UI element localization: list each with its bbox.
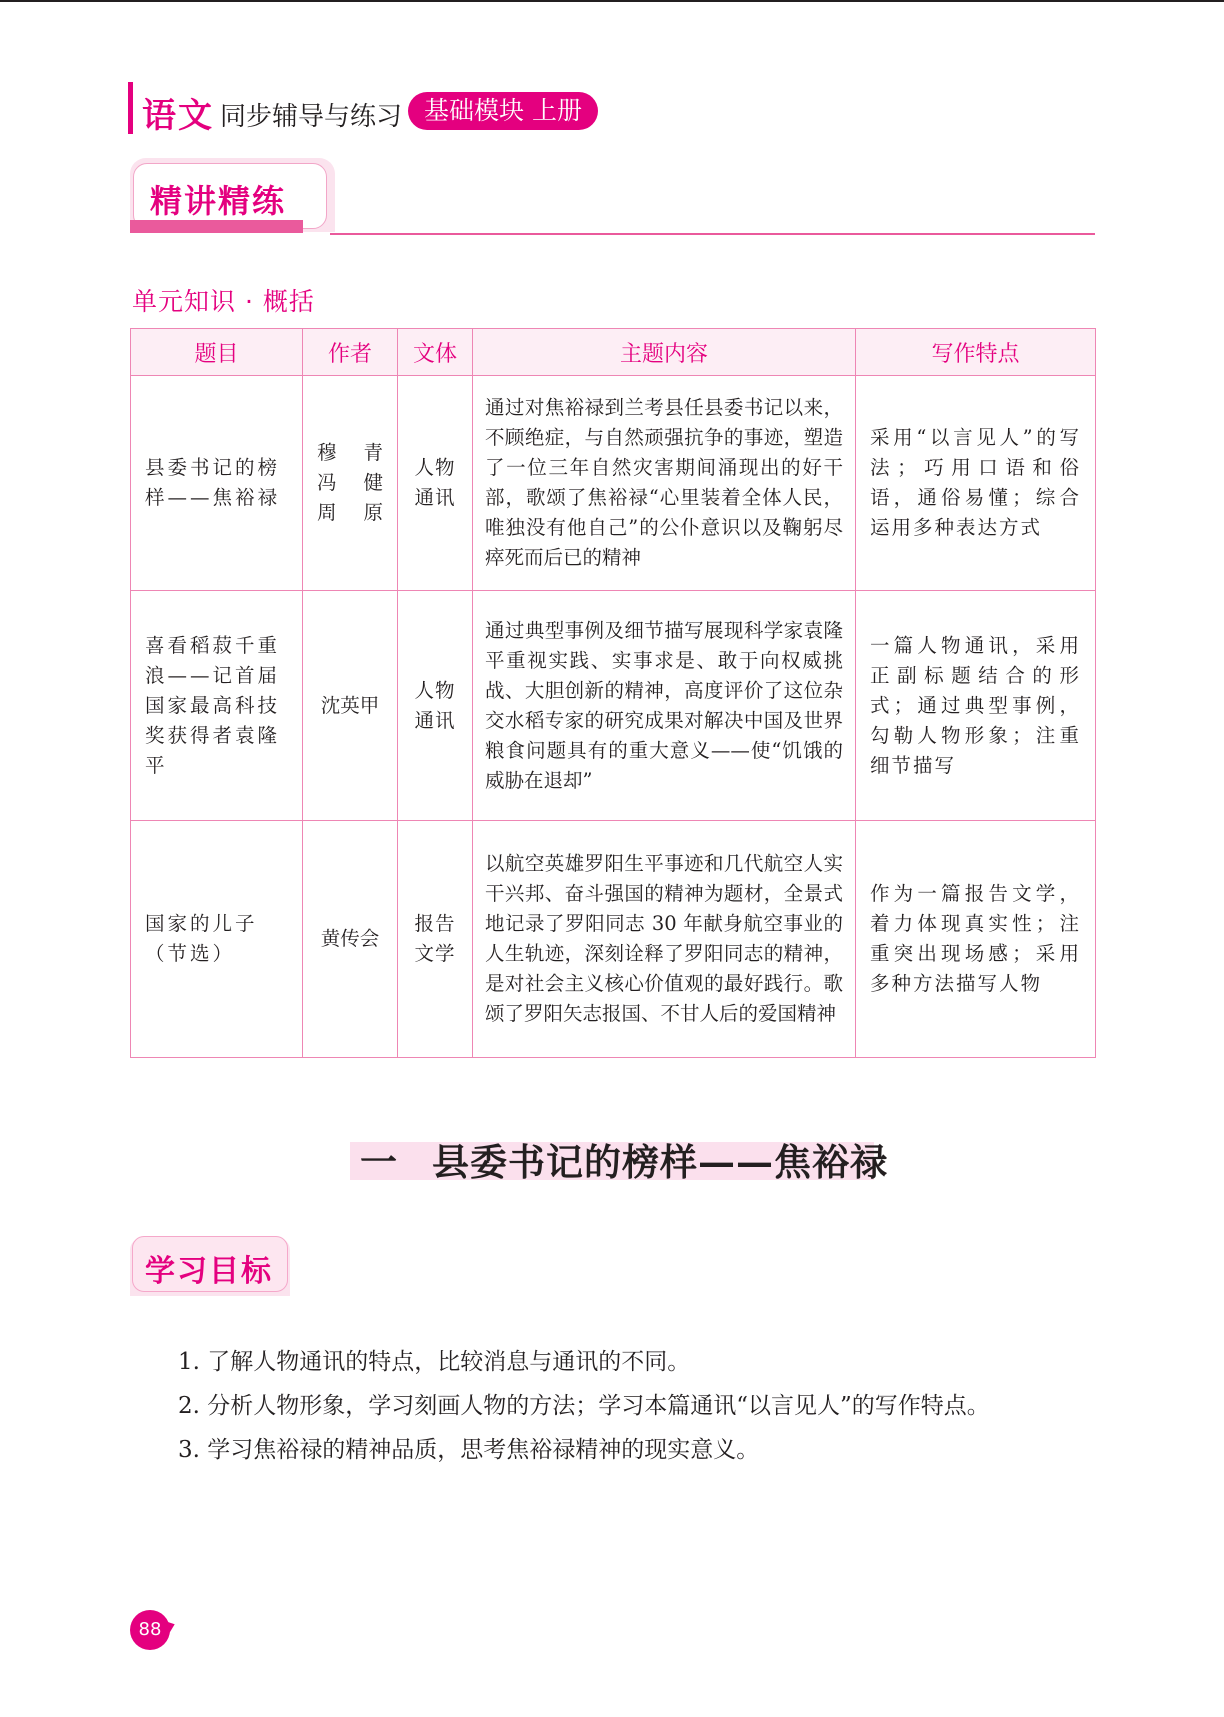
header-features: 写作特点	[856, 329, 1096, 376]
cell-title: 县委书记的榜样——焦裕禄	[131, 376, 303, 591]
table-row	[131, 376, 1096, 591]
goals-list	[178, 1340, 990, 1472]
header-title: 题目	[131, 329, 303, 376]
cell-theme: 通过典型事例及细节描写展现科学家袁隆平重视实践、实事求是、敢于向权威挑战、大胆创新的精神，高度评价了这位杂交水稻专家的研究成果对解决中国及世界粮食问题具有的重大意义——使“饥饿的威胁在退却”	[473, 591, 856, 821]
top-rule	[0, 0, 1224, 2]
header-genre: 文体	[398, 329, 473, 376]
list-item: 1. 了解人物通讯的特点，比较消息与通讯的不同。	[178, 1349, 691, 1375]
unit-summary-table	[130, 328, 1096, 1058]
header-module-tag: 基础模块 上册	[408, 92, 598, 130]
header-accent-bar	[128, 82, 133, 134]
cell-features: 作为一篇报告文学，着力体现真实性；注重突出现场感；采用多种方法描写人物	[856, 821, 1096, 1058]
unit-summary-title: 单元知识 · 概括	[132, 287, 315, 316]
cell-theme: 通过对焦裕禄到兰考县任县委书记以来，不顾绝症，与自然顽强抗争的事迹，塑造了一位三年自然灾害期间涌现出的好干部，歌颂了焦裕禄“心里装着全体人民，唯独没有他自己”的公仆意识以及鞠躬尽瘁死而后已的精神	[473, 376, 856, 591]
header-subject: 语文	[142, 96, 214, 136]
cell-theme: 以航空英雄罗阳生平事迹和几代航空人实干兴邦、奋斗强国的精神为题材，全景式地记录了罗阳同志 30 年献身航空事业的人生轨迹，深刻诠释了罗阳同志的精神，是对社会主义核心价值观的最好践行。歌颂了罗阳矢志报国、不甘人后的爱国精神	[473, 821, 856, 1058]
goals-title: 学习目标	[145, 1254, 273, 1289]
cell-genre: 报告 文学	[398, 821, 473, 1058]
page-number: 88	[130, 1610, 170, 1650]
table-header-row	[131, 329, 1096, 376]
author-line	[309, 498, 391, 528]
cell-features: 采用“以言见人”的写法；巧用口语和俗语，通俗易懂；综合运用多种表达方式	[856, 376, 1096, 591]
author-char: 健	[363, 471, 383, 494]
cell-genre: 人物 通讯	[398, 591, 473, 821]
cell-authors	[303, 376, 398, 591]
list-item: 2. 分析人物形象，学习刻画人物的方法；学习本篇通讯“以言见人”的写作特点。	[178, 1393, 990, 1419]
cell-genre: 人物 通讯	[398, 376, 473, 591]
lesson-title: 县委书记的榜样——焦裕禄	[432, 1140, 888, 1184]
author-char: 青	[363, 441, 383, 464]
cell-features: 一篇人物通讯，采用正副标题结合的形式；通过典型事例，勾勒人物形象；注重细节描写	[856, 591, 1096, 821]
header-author: 作者	[303, 329, 398, 376]
cell-author: 黄传会	[303, 821, 398, 1058]
table-row	[131, 821, 1096, 1058]
section-rule	[330, 233, 1095, 235]
author-line	[309, 438, 391, 468]
author-char: 冯	[317, 471, 337, 494]
header-book-title: 同步辅导与练习	[220, 102, 403, 132]
author-char: 穆	[317, 441, 337, 464]
list-item: 3. 学习焦裕禄的精神品质，思考焦裕禄精神的现实意义。	[178, 1437, 760, 1463]
lesson-number: 一	[360, 1140, 397, 1184]
table-row	[131, 591, 1096, 821]
section-title: 精讲精练	[150, 182, 287, 220]
header-theme: 主题内容	[473, 329, 856, 376]
author-line	[309, 468, 391, 498]
author-char: 周	[317, 501, 337, 524]
author-char: 原	[363, 501, 383, 524]
cell-title: 喜看稻菽千重浪——记首届国家最高科技奖获得者袁隆平	[131, 591, 303, 821]
cell-author: 沈英甲	[303, 591, 398, 821]
cell-title: 国家的儿子 （节选）	[131, 821, 303, 1058]
